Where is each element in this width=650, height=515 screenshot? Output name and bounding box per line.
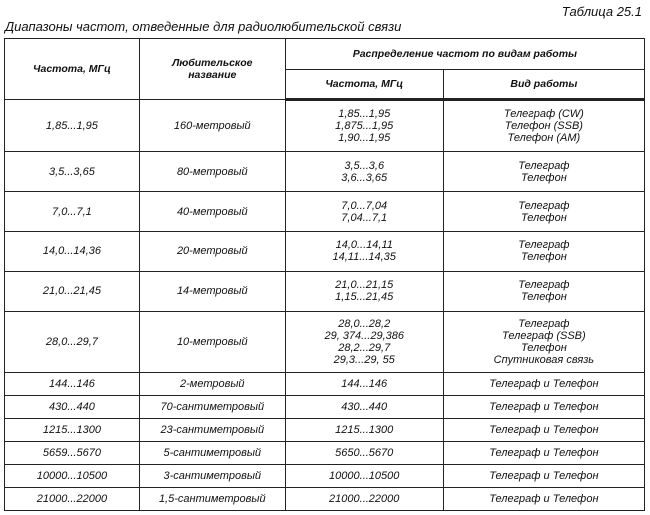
sub-frequency-line: 7,0...7,04 (341, 199, 388, 212)
cell-work-types (443, 152, 644, 192)
cell-frequency: 7,0...7,1 (5, 192, 140, 232)
table-row (5, 395, 645, 418)
cell-sub-frequencies (285, 152, 443, 192)
sub-frequency-line: 10000...10500 (329, 469, 400, 482)
work-type-line: Телеграф (SSB) (502, 329, 586, 342)
cell-amateur-name: 20-метровый (139, 232, 285, 272)
cell-frequency: 430...440 (5, 395, 140, 418)
sub-frequency-line: 3,6...3,65 (341, 171, 388, 184)
work-type-line: Телефон (SSB) (504, 120, 583, 133)
work-type-line: Телефон (520, 251, 567, 264)
sub-frequency-line: 14,11...14,35 (332, 251, 396, 264)
table-row (5, 271, 645, 311)
sub-frequency-line: 1215...1300 (335, 423, 394, 436)
work-type-line: Телефон (520, 291, 567, 304)
sub-frequency-line: 21,0...21,15 (335, 279, 394, 292)
cell-sub-frequencies (285, 395, 443, 418)
sub-frequency-line: 3,5...3,6 (344, 159, 385, 172)
cell-amateur-name: 1,5-сантиметровый (139, 487, 285, 510)
cell-work-types (443, 271, 644, 311)
cell-sub-frequencies (285, 192, 443, 232)
table-caption: Диапазоны частот, отведенные для радиолюбительской связи (5, 19, 402, 34)
table-row (5, 487, 645, 510)
cell-sub-frequencies (285, 311, 443, 372)
header-work-type: Вид работы (443, 70, 644, 100)
cell-amateur-name: 5-сантиметровый (139, 441, 285, 464)
cell-sub-frequencies (285, 441, 443, 464)
cell-frequency: 14,0...14,36 (5, 232, 140, 272)
cell-frequency: 3,5...3,65 (5, 152, 140, 192)
sub-frequency-line: 7,04...7,1 (341, 211, 388, 224)
sub-frequency-line: 14,0...14,11 (335, 239, 393, 252)
cell-amateur-name: 70-сантиметровый (139, 395, 285, 418)
table-row (5, 464, 645, 487)
cell-work-types (443, 232, 644, 272)
work-type-line: Телефон (520, 211, 567, 224)
cell-sub-frequencies (285, 372, 443, 395)
cell-frequency: 28,0...29,7 (5, 311, 140, 372)
work-type-line: Телефон (520, 171, 567, 184)
cell-work-types (443, 100, 644, 152)
work-type-line: Телеграф и Телефон (489, 377, 599, 390)
work-type-line: Телеграф (518, 317, 570, 330)
cell-work-types (443, 311, 644, 372)
table-row (5, 100, 645, 152)
work-type-line: Телеграф и Телефон (489, 469, 599, 482)
table-row (5, 311, 645, 372)
cell-sub-frequencies (285, 464, 443, 487)
cell-sub-frequencies (285, 271, 443, 311)
table-row (5, 372, 645, 395)
table-number: Таблица 25.1 (561, 4, 642, 19)
work-type-line: Телеграф и Телефон (489, 400, 599, 413)
sub-frequency-line: 1,85...1,95 (338, 108, 391, 121)
cell-work-types (443, 372, 644, 395)
work-type-line: Телеграф и Телефон (489, 423, 599, 436)
cell-amateur-name: 14-метровый (139, 271, 285, 311)
header-amateur-name (139, 39, 285, 100)
cell-frequency: 144...146 (5, 372, 140, 395)
sub-frequency-line: 28,2...29,7 (338, 341, 391, 354)
sub-frequency-line: 21000...22000 (329, 492, 400, 505)
cell-amateur-name: 40-метровый (139, 192, 285, 232)
work-type-line: Спутниковая связь (493, 353, 595, 366)
work-type-line: Телефон (520, 341, 567, 354)
cell-amateur-name: 160-метровый (139, 100, 285, 152)
cell-sub-frequencies (285, 487, 443, 510)
cell-frequency: 21,0...21,45 (5, 271, 140, 311)
cell-work-types (443, 487, 644, 510)
cell-work-types (443, 441, 644, 464)
sub-frequency-line: 29, 374...29,386 (324, 329, 404, 342)
table-row (5, 418, 645, 441)
cell-work-types (443, 418, 644, 441)
cell-work-types (443, 192, 644, 232)
cell-frequency: 1215...1300 (5, 418, 140, 441)
cell-amateur-name: 10-метровый (139, 311, 285, 372)
table-row (5, 441, 645, 464)
sub-frequency-line: 1,15...21,45 (335, 291, 394, 304)
sub-frequency-line: 430...440 (341, 400, 388, 413)
cell-amateur-name: 3-сантиметровый (139, 464, 285, 487)
table-row (5, 232, 645, 272)
sub-frequency-line: 144...146 (341, 377, 388, 390)
cell-frequency: 5659...5670 (5, 441, 140, 464)
header-frequency: Частота, МГц (5, 39, 140, 100)
cell-amateur-name: 2-метровый (139, 372, 285, 395)
header-distribution: Распределение частот по видам работы (285, 39, 644, 70)
work-type-line: Телеграф (518, 239, 570, 252)
work-type-line: Телеграф (518, 279, 570, 292)
work-type-line: Телеграф (CW) (503, 108, 584, 121)
sub-frequency-line: 1,875...1,95 (335, 120, 394, 133)
cell-frequency: 10000...10500 (5, 464, 140, 487)
work-type-line: Телеграф (518, 159, 570, 172)
cell-sub-frequencies (285, 100, 443, 152)
table-body (5, 100, 645, 511)
cell-frequency: 1,85...1,95 (5, 100, 140, 152)
cell-sub-frequencies (285, 232, 443, 272)
cell-work-types (443, 464, 644, 487)
cell-sub-frequencies (285, 418, 443, 441)
work-type-line: Телеграф и Телефон (489, 446, 599, 459)
work-type-line: Телеграф (518, 199, 570, 212)
table-row (5, 192, 645, 232)
frequency-table (4, 38, 645, 511)
header-sub-frequency: Частота, МГц (285, 70, 443, 100)
work-type-line: Телеграф и Телефон (489, 492, 599, 505)
work-type-line: Телефон (AM) (507, 132, 581, 145)
sub-frequency-line: 28,0...28,2 (338, 317, 391, 330)
sub-frequency-line: 5650...5670 (335, 446, 394, 459)
header-amateur-name-text: Любительское название (172, 57, 253, 81)
table-row (5, 152, 645, 192)
cell-amateur-name: 23-сантиметровый (139, 418, 285, 441)
sub-frequency-line: 29,3...29, 55 (333, 353, 395, 366)
sub-frequency-line: 1,90...1,95 (338, 132, 391, 145)
cell-amateur-name: 80-метровый (139, 152, 285, 192)
cell-frequency: 21000...22000 (5, 487, 140, 510)
cell-work-types (443, 395, 644, 418)
